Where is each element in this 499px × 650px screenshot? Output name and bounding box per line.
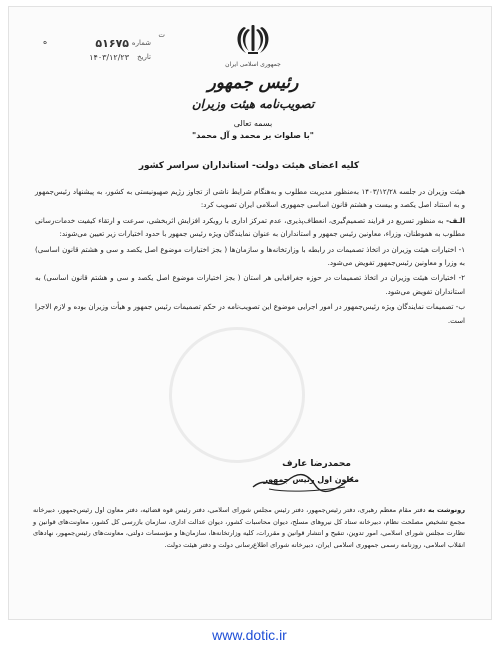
reference-mark: ه [43,37,48,46]
body-paragraph-item-1: ۱- اختیارات هیئت وزیران در اتخاذ تصمیمات در رابطه با وزارتخانه‌ها و سازمان‌ها ( بجز اختیارات موضوع اصل یکصد و سی و هشتم قانون اساسی) به وزرا و معاونین رئیس‌جمهور تفویض می‌شود. [35,244,465,268]
attachment-label: ت [158,31,165,39]
signatory-name: محمدرضا عارف [282,459,351,469]
reference-block [39,31,165,65]
letter-page [8,6,492,620]
copies-recipients: دفتر مقام معظم رهبری، دفتر رئیس‌جمهور، دفتر رئیس مجلس شورای اسلامی، دفتر رئیس قوه قضائیه، دفتر معاون اول رئیس‌جمهور، دبیرخانه مجمع تشخیص مصلحت نظام، دبیرخانه ستاد کل نیروهای مسلح، دیوان محاسبات کشور، دیوان عدالت اداری، سازمان بازرسی کل کشور، معاونت‌های قوانین و نظارت مجلس شورای اسلامی، امور تدوین، تنقیح و انتشار قوانین و مقررات، کلیه وزارتخانه‌ها، سازمان‌ها و مؤسسات دولتی، معاونت‌های رئیس‌جمهور، نهادهای انقلاب اسلامی، روزنامه رسمی جمهوری اسلامی ایران، دبیرخانه شورای اطلاع‌رسانی دولت و دفتر هیئت دولت. [33,506,465,549]
body-paragraph-intro: هیئت وزیران در جلسه ۱۴۰۳/۱۲/۲۸ به‌منظور مدیریت مطلوب و به‌هنگام شرایط ناشی از تجاوز رژیم صهیونیستی به کشور، به پیشنهاد رئیس‌جمهور و به استناد اصل یکصد و بیست و هشتم قانون اساسی جمهوری اسلامی ایران تصویب کرد: [35,187,465,210]
clause-alef-label: الـف- [443,215,465,225]
footer-website-link[interactable]: www.dotic.ir [212,627,287,643]
clause-alef-text: به منظور تسریع در فرایند تصمیم‌گیری، انعطاف‌پذیری، عدم تمرکز اداری با رویکرد افزایش اثربخشی، سرعت و ارتقاء کیفیت خدمات‌رسانی مطلوب به هموطنان، وزراء، معاونین رئیس جمهور و استانداران به عنوان نمایندگان ویژه رئیس جمهور با حدود اختیارات زیر تعیین می‌شوند: [35,215,465,239]
number-label: شماره [131,39,151,47]
body-paragraph-item-2: ۲- اختیارات هیئت وزیران در اتخاذ تصمیمات در حوزه جغرافیایی هر استان ( بجز اختیارات موضوع اصل یکصد و سی و هشتم قانون اساسی) به استانداران تفویض می‌شود. [35,273,465,296]
letter-number: ۵۱۶۷۵ [95,37,129,50]
office-title: رئیس جمهور [207,73,299,93]
copies-label: رونوشت به [427,506,465,514]
besm-line: بسمه تعالی [233,119,273,128]
cabinet-title: تصویب‌نامه هیئت وزیران [191,97,315,111]
iran-emblem-icon [231,21,275,63]
salavat-line: "با صلوات بر محمد و آل محمد" [192,131,314,140]
body-paragraph-be: ب- تصمیمات نمایندگان ویژه رئیس‌جمهور در امور اجرایی موضوع این تصویب‌نامه در حکم تصمیمات رئیس جمهور و هیأت وزیران بوده و لازم الاجرا است. [35,302,465,325]
copies-list [33,505,465,551]
letter-body [35,185,465,329]
date-label: تاریخ [137,53,151,61]
signatory-title: معاون اول رئیس جمهور [263,475,359,484]
letter-date: ۱۴۰۳/۱۲/۲۳ [89,53,129,62]
body-paragraph-alef [35,214,465,241]
emblem-caption: جمهوری اسلامی ایران [225,61,281,68]
addressee: کلیه اعضای هیئت دولت- استانداران سراسر کشور [138,161,360,171]
